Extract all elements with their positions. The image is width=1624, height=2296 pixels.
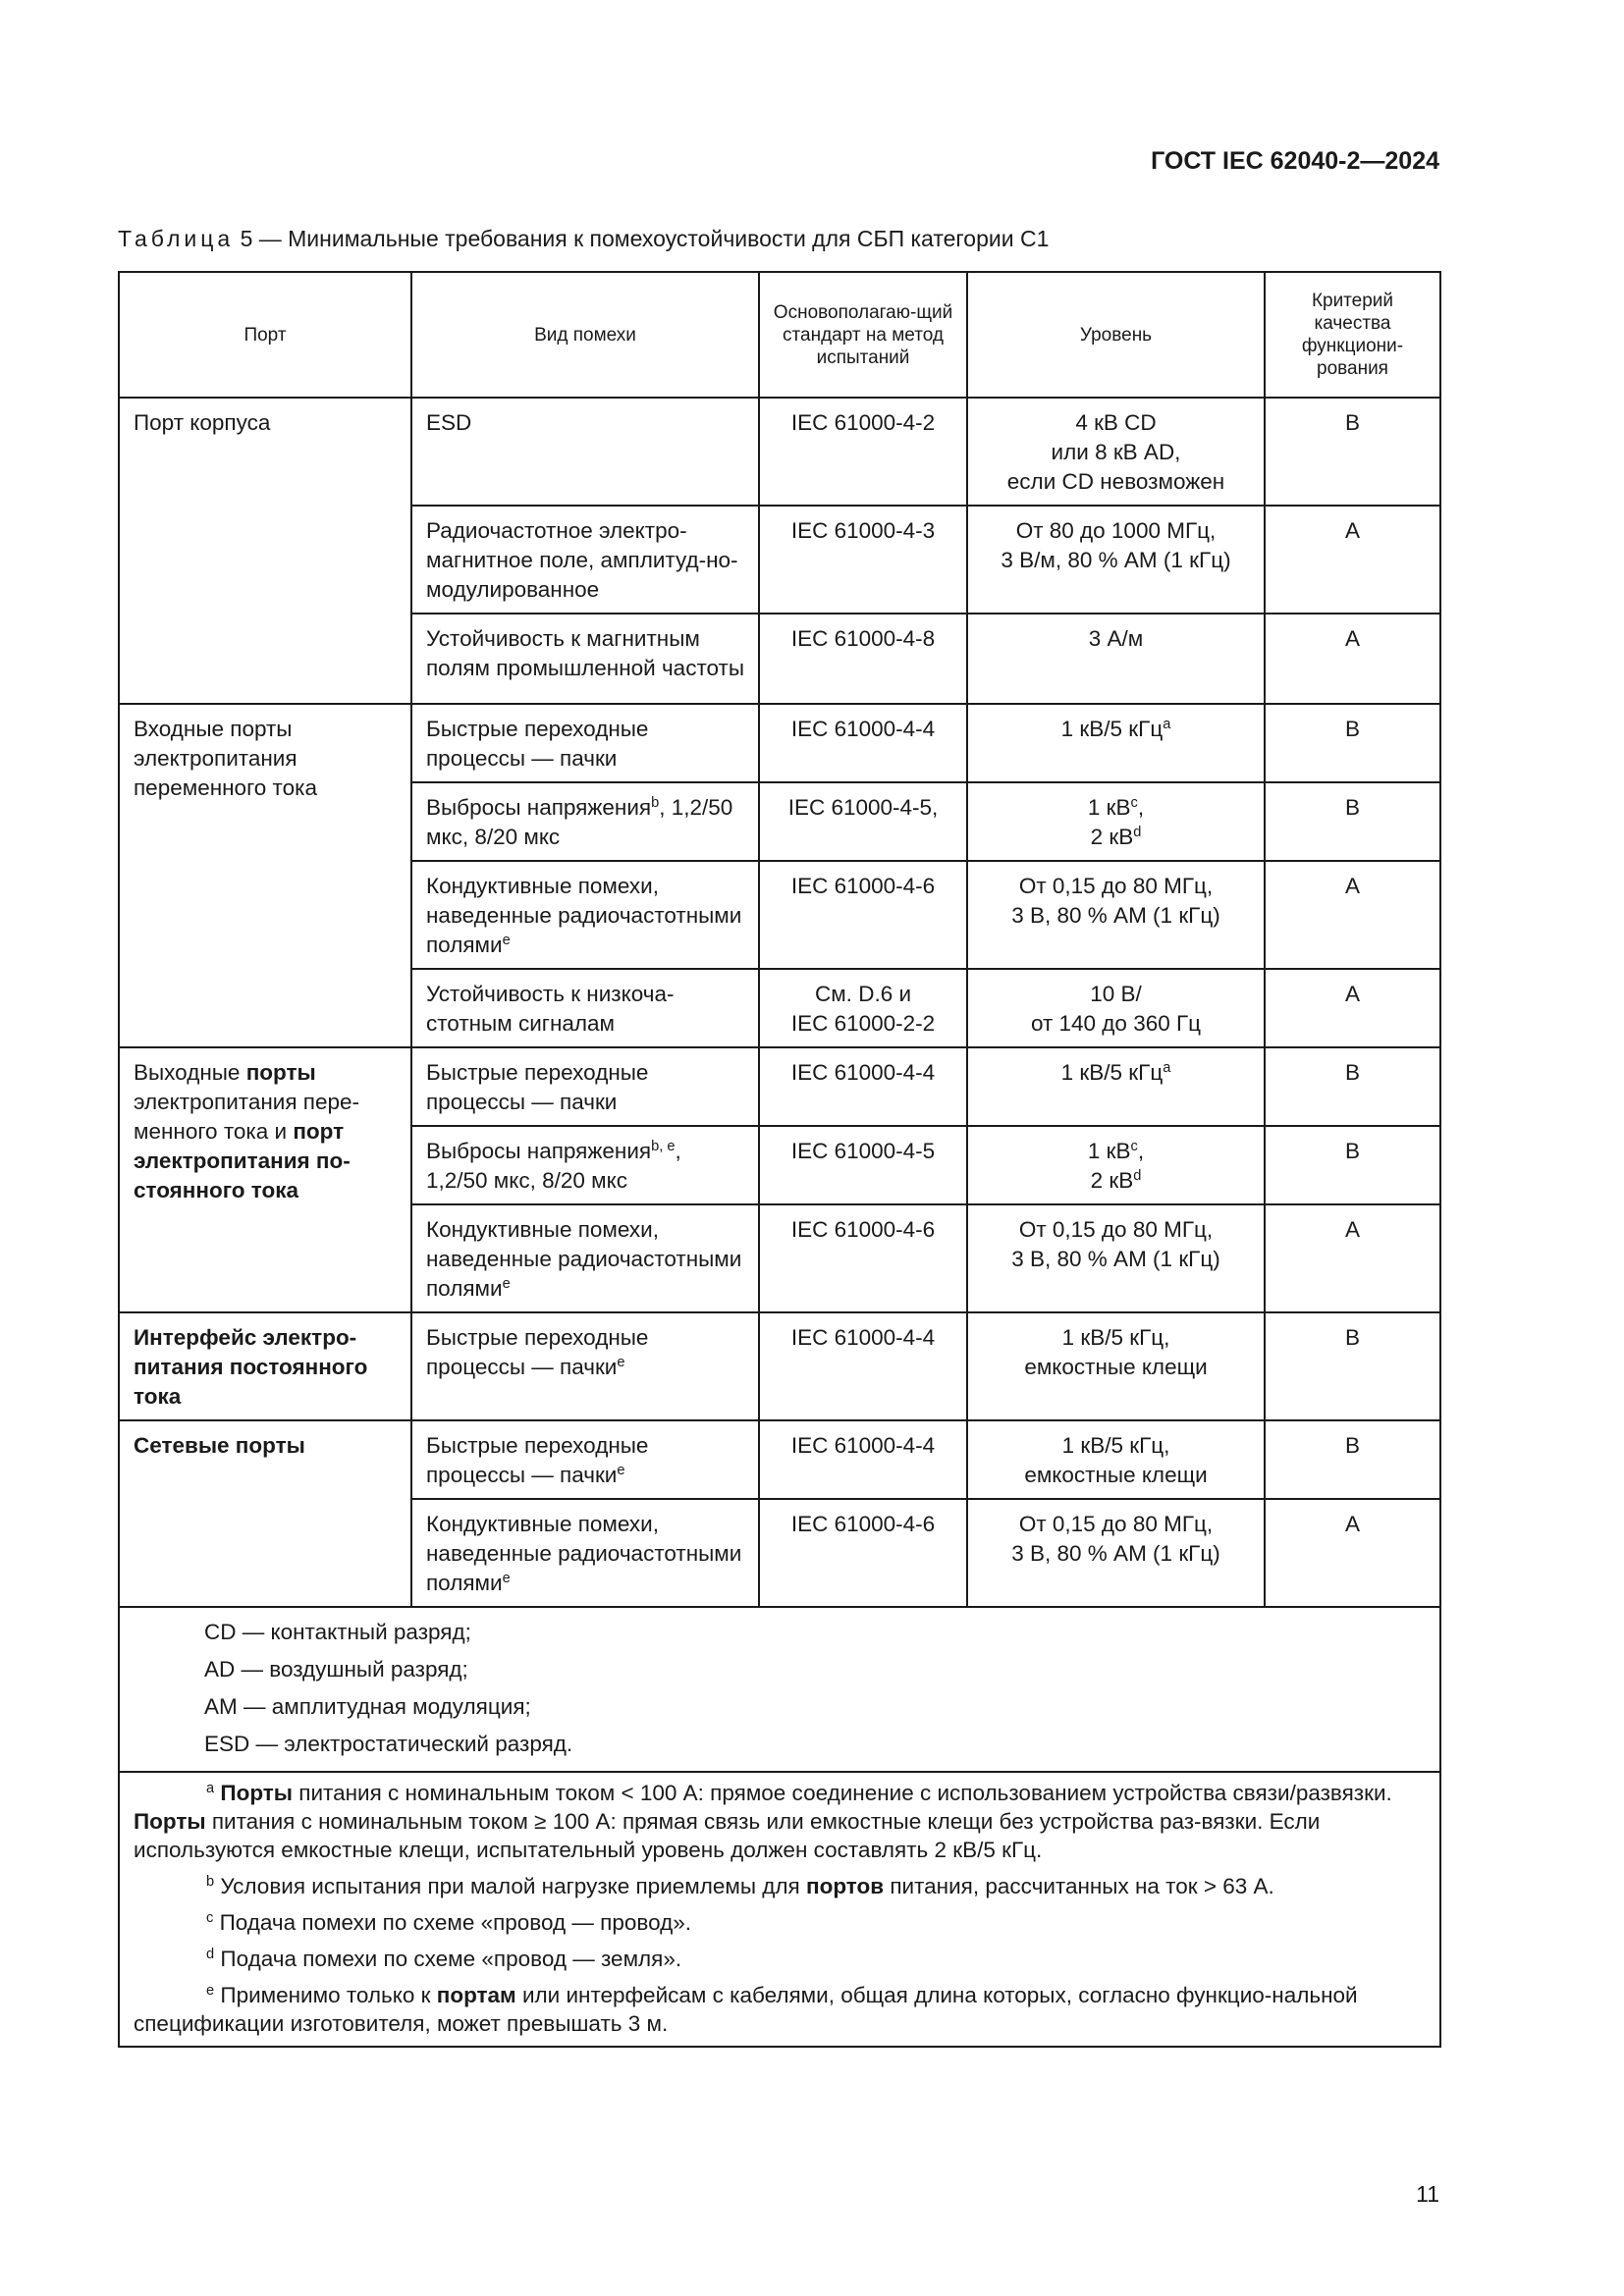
footnote-c bbox=[134, 1908, 1426, 1937]
level-line: от 140 до 360 Гц bbox=[1030, 1011, 1202, 1036]
footnote-mark: a bbox=[206, 1780, 215, 1796]
footnote-mark: c bbox=[206, 1909, 214, 1926]
level-line: 1 кВ/5 кГц, bbox=[1061, 1433, 1170, 1458]
disturbance-type-cell bbox=[411, 1204, 759, 1312]
type-text: Кондуктивные помехи, наведенные радиочастотными полями bbox=[426, 874, 742, 957]
standard-cell: IEC 61000-4-2 bbox=[759, 398, 967, 506]
standard-cell: IEC 61000-4-6 bbox=[759, 1204, 967, 1312]
standard-cell: IEC 61000-4-4 bbox=[759, 704, 967, 782]
page-number: 11 bbox=[1416, 2181, 1439, 2207]
level-line bbox=[974, 1166, 1258, 1196]
footnote-mark: a bbox=[1163, 716, 1171, 732]
table-caption-label: Таблица bbox=[118, 226, 235, 251]
level-text: , bbox=[1137, 795, 1145, 820]
header-port: Порт bbox=[119, 272, 411, 398]
level-cell bbox=[967, 398, 1265, 506]
table-row bbox=[119, 398, 1440, 506]
standard-cell bbox=[759, 969, 967, 1047]
disturbance-type-cell: Устойчивость к магнитным полям промышленной частоты bbox=[411, 614, 759, 704]
level-line: 1 кВ/5 кГц, bbox=[1061, 1325, 1170, 1350]
footnote-text-bold: портам bbox=[436, 1983, 516, 2007]
footnote-text: Условия испытания при малой нагрузке приемлемы для bbox=[214, 1874, 806, 1898]
disturbance-type-cell bbox=[411, 1312, 759, 1420]
level-cell bbox=[967, 861, 1265, 969]
level-line: От 0,15 до 80 МГц, bbox=[1018, 1512, 1214, 1536]
level-text: 1 кВ bbox=[1087, 1139, 1131, 1163]
criterion-cell: A bbox=[1265, 614, 1440, 704]
port-text-bold: порты bbox=[245, 1060, 316, 1085]
standard-cell: IEC 61000-4-4 bbox=[759, 1420, 967, 1499]
criterion-cell: B bbox=[1265, 1420, 1440, 1499]
footnote-mark: d bbox=[1133, 1167, 1142, 1184]
level-line: От 0,15 до 80 МГц, bbox=[1018, 1217, 1214, 1242]
footnote-mark: e bbox=[502, 932, 511, 948]
footnote-e bbox=[134, 1981, 1426, 2038]
footnote-mark: e bbox=[206, 1982, 215, 1999]
disturbance-type-cell bbox=[411, 1126, 759, 1204]
disturbance-type-cell: Радиочастотное электро-магнитное поле, амплитуд-но-модулированное bbox=[411, 506, 759, 614]
disturbance-type-cell bbox=[411, 782, 759, 861]
criterion-cell: B bbox=[1265, 704, 1440, 782]
header-criterion: Критерий качества функциони-рования bbox=[1265, 272, 1440, 398]
footnote-text-bold: Порты bbox=[220, 1781, 294, 1805]
abbreviation-item: CD — контактный разряд; bbox=[204, 1620, 471, 1644]
table-row bbox=[119, 704, 1440, 782]
footnotes-row bbox=[119, 1772, 1440, 2047]
table-caption-text: 5 — Минимальные требования к помехоустойчивости для СБП категории C1 bbox=[234, 226, 1050, 251]
type-text-cont: , 1,2/50 мкс, 8/20 мкс bbox=[426, 795, 733, 849]
disturbance-type-cell: Быстрые переходные процессы — пачки bbox=[411, 1047, 759, 1126]
standard-cell: IEC 61000-4-4 bbox=[759, 1047, 967, 1126]
level-text: 2 кВ bbox=[1090, 1168, 1134, 1193]
table-caption bbox=[118, 226, 1049, 252]
port-text-bold: порт электропитания по-стоянного тока bbox=[134, 1119, 351, 1202]
port-text: Выходные bbox=[134, 1060, 246, 1085]
type-text: Выбросы напряжения bbox=[426, 1139, 652, 1163]
level-line bbox=[974, 793, 1258, 823]
standard-cell: IEC 61000-4-5, bbox=[759, 782, 967, 861]
header-disturbance-type: Вид помехи bbox=[411, 272, 759, 398]
level-cell bbox=[967, 1047, 1265, 1126]
level-cell bbox=[967, 1312, 1265, 1420]
criterion-cell: A bbox=[1265, 1204, 1440, 1312]
abbreviation-item: ESD — электростатический разряд. bbox=[204, 1732, 573, 1756]
level-cell bbox=[967, 1420, 1265, 1499]
footnote-mark: d bbox=[206, 1946, 215, 1962]
level-text: 2 кВ bbox=[1090, 825, 1134, 849]
level-line: 4 кВ CD bbox=[1075, 410, 1157, 435]
type-text-cont: , 1,2/50 мкс, 8/20 мкс bbox=[426, 1139, 681, 1193]
level-line bbox=[974, 823, 1258, 852]
footnote-mark: a bbox=[1163, 1059, 1171, 1076]
level-line: или 8 кВ AD, bbox=[1051, 440, 1181, 464]
level-line: 3 В/м, 80 % AM (1 кГц) bbox=[1001, 548, 1231, 572]
abbreviation-item: AM — амплитудная модуляция; bbox=[204, 1694, 531, 1719]
port-group-network bbox=[119, 1420, 411, 1607]
standard-line: См. D.6 и bbox=[814, 982, 912, 1006]
criterion-cell: A bbox=[1265, 861, 1440, 969]
header-basic-standard: Основополагаю-щий стандарт на метод испытаний bbox=[759, 272, 967, 398]
level-line: если CD невозможен bbox=[1006, 469, 1225, 494]
level-line: От 0,15 до 80 МГц, bbox=[1018, 874, 1214, 898]
criterion-cell: B bbox=[1265, 1126, 1440, 1204]
footnote-mark: c bbox=[1130, 1138, 1138, 1154]
port-text-bold: Интерфейс электро-питания постоянного тока bbox=[134, 1325, 368, 1409]
criterion-cell: A bbox=[1265, 969, 1440, 1047]
level-cell bbox=[967, 704, 1265, 782]
port-text: электропитания пере-менного тока и bbox=[134, 1090, 360, 1144]
level-cell bbox=[967, 1499, 1265, 1607]
level-line: 3 В, 80 % AM (1 кГц) bbox=[1011, 1541, 1220, 1566]
table-row bbox=[119, 1312, 1440, 1420]
disturbance-type-cell: Устойчивость к низкоча-стотным сигналам bbox=[411, 969, 759, 1047]
level-line: емкостные клещи bbox=[1024, 1463, 1208, 1487]
abbreviation-item: AD — воздушный разряд; bbox=[204, 1657, 468, 1682]
footnote-mark: b bbox=[651, 794, 660, 811]
footnote-mark: e bbox=[617, 1462, 625, 1478]
standard-cell: IEC 61000-4-3 bbox=[759, 506, 967, 614]
type-text: Быстрые переходные процессы — пачки bbox=[426, 1325, 649, 1379]
footnote-text: Применимо только к bbox=[214, 1983, 437, 2007]
standard-cell: IEC 61000-4-4 bbox=[759, 1312, 967, 1420]
level-text: , bbox=[1137, 1139, 1145, 1163]
level-line: 3 В, 80 % AM (1 кГц) bbox=[1011, 903, 1220, 928]
level-cell bbox=[967, 1204, 1265, 1312]
level-cell bbox=[967, 782, 1265, 861]
table-header-row bbox=[119, 272, 1440, 398]
criterion-cell: B bbox=[1265, 1047, 1440, 1126]
footnote-mark: e bbox=[502, 1570, 511, 1586]
disturbance-type-cell: ESD bbox=[411, 398, 759, 506]
footnote-text: питания с номинальным током < 100 А: прямое соединение с использованием устройства связи/развязки. bbox=[293, 1781, 1392, 1805]
level-line: От 80 до 1000 МГц, bbox=[1015, 518, 1217, 543]
footnote-mark: d bbox=[1133, 824, 1142, 840]
disturbance-type-cell: Быстрые переходные процессы — пачки bbox=[411, 704, 759, 782]
level-text: 1 кВ bbox=[1087, 795, 1131, 820]
port-group-enclosure: Порт корпуса bbox=[119, 398, 411, 704]
level-text: 1 кВ/5 кГц bbox=[1060, 1060, 1164, 1085]
abbreviations-cell bbox=[119, 1607, 1440, 1772]
port-group-dc-interface bbox=[119, 1312, 411, 1420]
level-cell: 3 А/м bbox=[967, 614, 1265, 704]
type-text: Кондуктивные помехи, наведенные радиочастотными полями bbox=[426, 1512, 742, 1595]
criterion-cell: A bbox=[1265, 506, 1440, 614]
footnote-text: питания, рассчитанных на ток > 63 А. bbox=[884, 1874, 1274, 1898]
standard-cell: IEC 61000-4-8 bbox=[759, 614, 967, 704]
criterion-cell: B bbox=[1265, 782, 1440, 861]
type-text: Выбросы напряжения bbox=[426, 795, 652, 820]
port-group-ac-input: Входные порты электропитания переменного тока bbox=[119, 704, 411, 1047]
footnote-text: питания с номинальным током ≥ 100 А: прямая связь или емкостные клещи без устройства раз-вязки. Если используются емкостные клещи, испытательный уровень должен составлять 2 кВ/5 кГц. bbox=[134, 1809, 1321, 1862]
abbreviations-row bbox=[119, 1607, 1440, 1772]
level-line: 3 В, 80 % AM (1 кГц) bbox=[1011, 1247, 1220, 1271]
criterion-cell: B bbox=[1265, 1312, 1440, 1420]
footnote-d bbox=[134, 1945, 1426, 1973]
footnote-text: Подача помехи по схеме «провод — земля». bbox=[214, 1947, 682, 1971]
level-line: 10 В/ bbox=[1090, 982, 1142, 1006]
footnote-b bbox=[134, 1872, 1426, 1900]
standard-cell: IEC 61000-4-5 bbox=[759, 1126, 967, 1204]
port-group-ac-output-dc bbox=[119, 1047, 411, 1312]
standard-cell: IEC 61000-4-6 bbox=[759, 1499, 967, 1607]
table-row bbox=[119, 1420, 1440, 1499]
level-text: 1 кВ/5 кГц bbox=[1060, 717, 1164, 741]
immunity-table bbox=[118, 271, 1441, 2048]
port-text-bold: Сетевые порты bbox=[134, 1433, 305, 1458]
footnote-text: или интерфейсам с кабелями, общая длина которых, согласно функцио-нальной спецификации изготовителя, может превышать 3 м. bbox=[134, 1983, 1358, 2036]
footnote-mark: e bbox=[617, 1354, 625, 1370]
footnote-a bbox=[134, 1779, 1426, 1864]
footnote-text-bold: портов bbox=[805, 1874, 885, 1898]
level-line: емкостные клещи bbox=[1024, 1355, 1208, 1379]
standard-line: IEC 61000-2-2 bbox=[790, 1011, 936, 1036]
level-line bbox=[974, 1137, 1258, 1166]
level-cell bbox=[967, 1126, 1265, 1204]
document-number: ГОСТ IEC 62040-2—2024 bbox=[1151, 147, 1439, 175]
disturbance-type-cell bbox=[411, 1499, 759, 1607]
type-text: Кондуктивные помехи, наведенные радиочастотными полями bbox=[426, 1217, 742, 1301]
footnote-mark: b, e bbox=[651, 1138, 676, 1154]
footnote-text-bold: Порты bbox=[134, 1809, 206, 1834]
table-row bbox=[119, 1047, 1440, 1126]
level-cell bbox=[967, 969, 1265, 1047]
level-cell bbox=[967, 506, 1265, 614]
criterion-cell: A bbox=[1265, 1499, 1440, 1607]
type-text: Быстрые переходные процессы — пачки bbox=[426, 1433, 649, 1487]
footnote-text: Подача помехи по схеме «провод — провод». bbox=[213, 1910, 691, 1935]
footnote-mark: b bbox=[206, 1873, 215, 1890]
footnotes-cell bbox=[119, 1772, 1440, 2047]
standard-cell: IEC 61000-4-6 bbox=[759, 861, 967, 969]
criterion-cell: B bbox=[1265, 398, 1440, 506]
header-level: Уровень bbox=[967, 272, 1265, 398]
footnote-mark: e bbox=[502, 1275, 511, 1292]
disturbance-type-cell bbox=[411, 1420, 759, 1499]
footnote-mark: c bbox=[1130, 794, 1138, 811]
disturbance-type-cell bbox=[411, 861, 759, 969]
